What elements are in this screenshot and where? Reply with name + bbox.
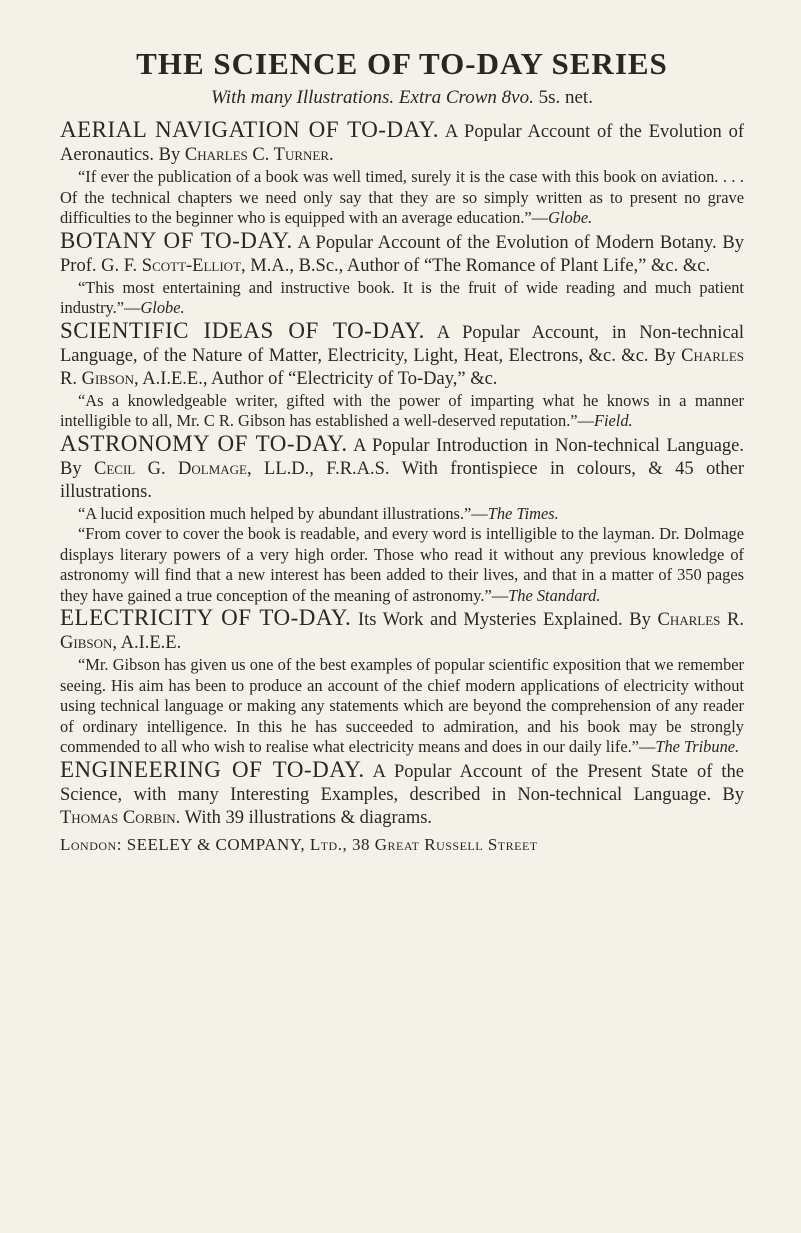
catalogue-page [60, 46, 744, 873]
review-source: Globe. [140, 298, 185, 317]
book-author: Charles R. Gibson, [60, 345, 745, 389]
review-quote [60, 655, 744, 758]
book-entry-electricity [60, 606, 744, 758]
book-author: Cecil G. Dolmage, [94, 458, 252, 479]
review-text: “Mr. Gibson has given us one of the best examples of popular scientific exposition that we remember seeing. His aim has been to produce an account of the chief modern applications of electricity without using technical language or making any statements which are beyond the comprehension of any reader of ordinary intelligence. In this he has succeeded to admiration, and his book may be strongly commended to all who wish to realise what electricity means and does in our daily life.”— [60, 655, 744, 756]
book-author: Thomas Corbin. [60, 807, 181, 828]
review-quote [60, 524, 744, 606]
entry-head [60, 606, 744, 655]
imprint-address: Ltd., 38 Great Russell Street [309, 834, 538, 854]
review-quote [60, 278, 744, 319]
book-description: Its Work and Mysteries Explained. By [357, 610, 651, 630]
subtitle-text: With many Illustrations. Extra Crown 8vo. [211, 87, 534, 108]
review-quote [60, 391, 744, 432]
review-text: “A lucid exposition much helped by abundant illustrations.”— [78, 503, 488, 523]
series-title: THE SCIENCE OF TO-DAY SERIES [136, 46, 668, 81]
book-description: A Popular Account, in Non-technical Language, of the Nature of Matter, Electricity, Light, Heat, Electrons, &c. &c. By [60, 322, 745, 366]
imprint-publisher: : SEELEY & COMPANY, [116, 834, 306, 854]
review-quote [60, 504, 744, 525]
review-text: “This most entertaining and instructive book. It is the fruit of wide reading and much patient industry.”— [60, 277, 744, 317]
book-description: A Popular Account of the Present State of the Science, with many Interesting Examples, described in Non-technical Language. By [60, 761, 744, 805]
entry-head [60, 319, 744, 391]
book-title: ELECTRICITY OF TO-DAY. [60, 605, 352, 630]
review-source: The Standard. [508, 585, 601, 605]
review-text: “If ever the publication of a book was well timed, surely it is the case with this book on aviation. . . . Of the technical chapters we need only say that they are so simply written as to present no grave difficulties to the beginner who is equipped with an average education.”— [60, 167, 744, 227]
entry-head [60, 229, 744, 278]
book-title: ENGINEERING OF TO-DAY. [60, 756, 365, 782]
book-author: Charles R. Gibson, [60, 610, 745, 653]
book-description-cont: M.A., B.Sc., Author of “The Romance of Plant Life,” &c. &c. [250, 255, 711, 276]
book-description-cont: A.I.E.E., Author of “Electricity of To-Day,” &c. [142, 368, 498, 389]
book-entry-botany [60, 229, 744, 319]
book-entry-astronomy [60, 432, 744, 607]
review-source: The Tribune. [655, 737, 740, 756]
review-source: Field. [593, 411, 633, 430]
book-description: A Popular Account of the Evolution of Modern Botany. By Prof. G. F. [60, 232, 745, 276]
review-quote [60, 167, 744, 229]
book-description: A Popular Introduction in Non-technical Language. By [60, 435, 744, 479]
series-subtitle [60, 86, 744, 110]
book-author: Scott-Elliot, [141, 255, 246, 276]
book-title: ASTRONOMY OF TO-DAY. [60, 430, 348, 456]
book-title: SCIENTIFIC IDEAS OF TO-DAY. [60, 317, 425, 343]
entry-head [60, 432, 744, 504]
imprint-city: London [60, 834, 117, 854]
review-text: “As a knowledgeable writer, gifted with the power of imparting what he knows in a manner intelligible to all, Mr. C R. Gibson has established a well-deserved reputation.”— [60, 390, 744, 430]
entry-head [60, 758, 744, 830]
book-entry-aerial-navigation [60, 118, 744, 229]
publisher-imprint [60, 834, 744, 856]
entry-head [60, 118, 744, 167]
review-source: Globe. [548, 208, 593, 227]
book-description: A Popular Account of the Evolution of Aeronautics. By [60, 122, 745, 165]
book-description-cont: With 39 illustrations & diagrams. [184, 807, 433, 828]
book-title: AERIAL NAVIGATION OF TO-DAY. [60, 117, 439, 142]
price: 5s. net. [538, 87, 593, 108]
review-text: “From cover to cover the book is readable, and every word is intelligible to the layman. Dr. Dolmage displays literary powers of a very high order. Those who read it without any previous knowledge of astronomy will find that a new interest has been added to their lives, and that in a matter of 350 pages they have gained a true conception of the meaning of astronomy.”— [60, 524, 744, 605]
book-title: BOTANY OF TO-DAY. [60, 227, 293, 253]
review-source: The Times. [487, 503, 559, 523]
book-author: Charles C. Turner. [184, 145, 334, 165]
book-description-cont: A.I.E.E. [120, 633, 182, 653]
book-description-cont: LL.D., F.R.A.S. With frontispiece in colours, & 45 other illustrations. [60, 458, 745, 502]
book-entry-engineering [60, 758, 744, 830]
book-entry-scientific-ideas [60, 319, 744, 432]
